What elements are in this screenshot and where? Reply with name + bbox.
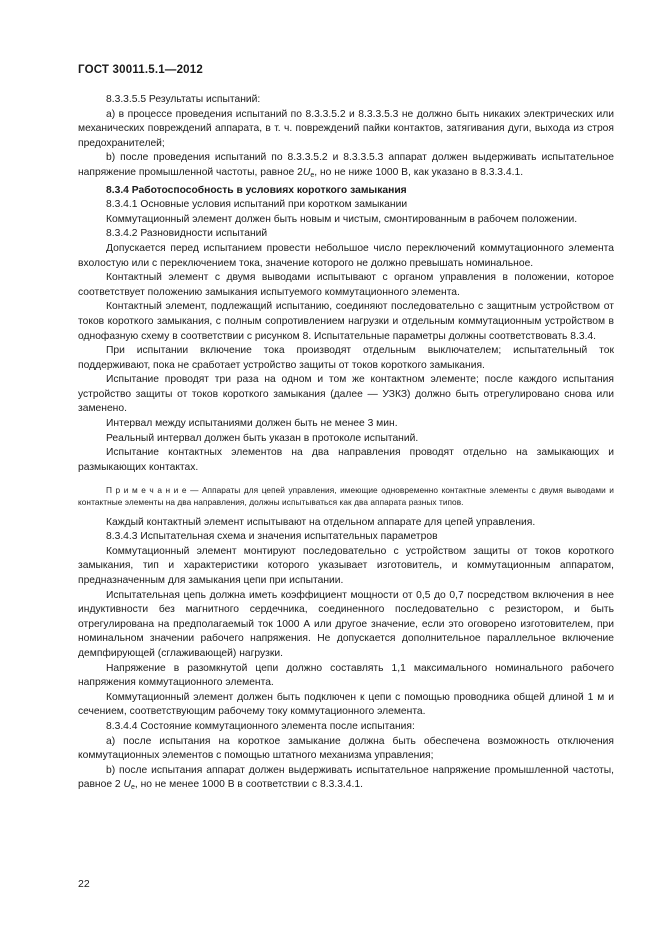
list-item-b <box>78 151 614 183</box>
paragraph: Коммутационный элемент должен быть новым и чистым, смонтированным в рабочем положении. <box>106 213 578 225</box>
clause-8-3-4-4-heading: 8.3.4.4 Состояние коммутационного элемента после испытания: <box>106 720 415 732</box>
paragraph: Допускается перед испытанием провести небольшое число переключений коммутационного элемента вхолостую или с переключением тока, значение которого не должно превышать номинальное. <box>78 242 614 269</box>
clause-8-3-4-1-heading: 8.3.4.1 Основные условия испытаний при коротком замыкании <box>106 199 408 211</box>
paragraph: Контактный элемент, подлежащий испытанию, соединяют последовательно с защитным устройством от токов короткого замыкания, с полным сопротивлением нагрузки и отдельным коммутационным устройством в однофазную схему в соответствии с рисунком 8. Испытательные параметры должны соответствовать 8.3.4. <box>78 301 614 342</box>
paragraph: Испытание проводят три раза на одном и том же контактном элементе; после каждого испытания устройство защиты от токов короткого замыкания (далее — УЗКЗ) должно быть отрегулировано снова или заменено. <box>78 374 614 415</box>
note: П р и м е ч а н и е — Аппараты для цепей управления, имеющие одновременно контактные элементы с двумя выводами и контактные элементы на два направления, должны испытываться как два аппарата разных типов. <box>78 485 614 508</box>
paragraph: Коммутационный элемент монтируют последовательно с устройством защиты от токов короткого замыкания, тип и характеристики которого указывает изготовитель, и коммутационным аппаратом, предназначенным для замыкания цепи при испытании. <box>78 545 614 586</box>
list-item-a: а) в процессе проведения испытаний по 8.3.3.5.2 и 8.3.3.5.3 не должно быть никаких электрических или механических повреждений аппарата, в т. ч. повреждений пайки контактов, затягивания дуги, выхода из строя предохранителей; <box>78 108 614 149</box>
paragraph: Испытание контактных элементов на два направления проводят отдельно на замыкающих и размыкающих контактах. <box>78 447 614 473</box>
paragraph: Напряжение в разомкнутой цепи должно составлять 1,1 максимального номинального рабочего напряжения коммутационного элемента. <box>78 662 614 689</box>
paragraph: При испытании включение тока производят отдельным выключателем; испытательный ток поддерживают, пока не сработает устройство защиты от токов короткого замыкания. <box>78 345 614 371</box>
voltage-subscript: e <box>310 171 315 179</box>
paragraph: Каждый контактный элемент испытывают на отдельном аппарате для цепей управления. <box>106 516 536 528</box>
voltage-subscript: e <box>130 784 135 792</box>
paragraph: Интервал между испытаниями должен быть не менее 3 мин. <box>106 418 398 430</box>
document-header: ГОСТ 30011.5.1—2012 <box>78 64 203 76</box>
paragraph: Контактный элемент с двумя выводами испытывают с органом управления в положении, которое соответствует положению замыкания испытуемого коммутационного элемента. <box>78 272 614 298</box>
list-item-b-tail: , но не ниже 1000 В, как указано в 8.3.3.4.1. <box>314 166 524 178</box>
list-item-a: а) после испытания на короткое замыкание должна быть обеспечена возможность отключения коммутационных элементов с помощью штатного механизма управления; <box>78 735 614 762</box>
page-number: 22 <box>78 878 90 890</box>
clause-8-3-4-3-heading: 8.3.4.3 Испытательная схема и значения испытательных параметров <box>106 531 438 543</box>
paragraph: Реальный интервал должен быть указан в протоколе испытаний. <box>106 432 419 444</box>
list-item-b-text: b) после проведения испытаний по 8.3.3.5.2 и 8.3.3.5.3 аппарат должен выдерживать испытательное напряжение промышленной частоты, равное 2 <box>78 152 614 178</box>
voltage-symbol: U <box>302 166 311 178</box>
list-item-b-tail: , но не менее 1000 В в соответствии с 8.3.3.4.1. <box>134 779 363 791</box>
clause-8-3-3-5-5-heading: 8.3.3.5.5 Результаты испытаний: <box>106 94 261 105</box>
document-body <box>78 93 614 796</box>
section-heading-8-3-4: 8.3.4 Работоспособность в условиях короткого замыкания <box>106 184 407 196</box>
paragraph: Коммутационный элемент должен быть подключен к цепи с помощью проводника общей длиной 1 м и сечением, соответствующим рабочему току коммутационного элемента. <box>78 691 614 718</box>
list-item-b <box>78 764 614 796</box>
list-item-b-text: b) после испытания аппарат должен выдерживать испытательное напряжение промышленной частоты, равное 2 <box>78 764 614 791</box>
clause-8-3-4-2-heading: 8.3.4.2 Разновидности испытаний <box>106 228 268 240</box>
voltage-symbol: U <box>123 779 131 791</box>
paragraph: Испытательная цепь должна иметь коэффициент мощности от 0,5 до 0,7 посредством включения в нее индуктивности без магнитного сердечника, соединенного последовательно с резистором, и быть отрегулирована на предполагаемый ток 1000 А или другое значение, если это оговорено изготовителем, при номинальном значении рабочего напряжения. Не допускается дополнительное параллельное включение демпфирующей (сглаживающей) нагрузки. <box>78 589 614 659</box>
